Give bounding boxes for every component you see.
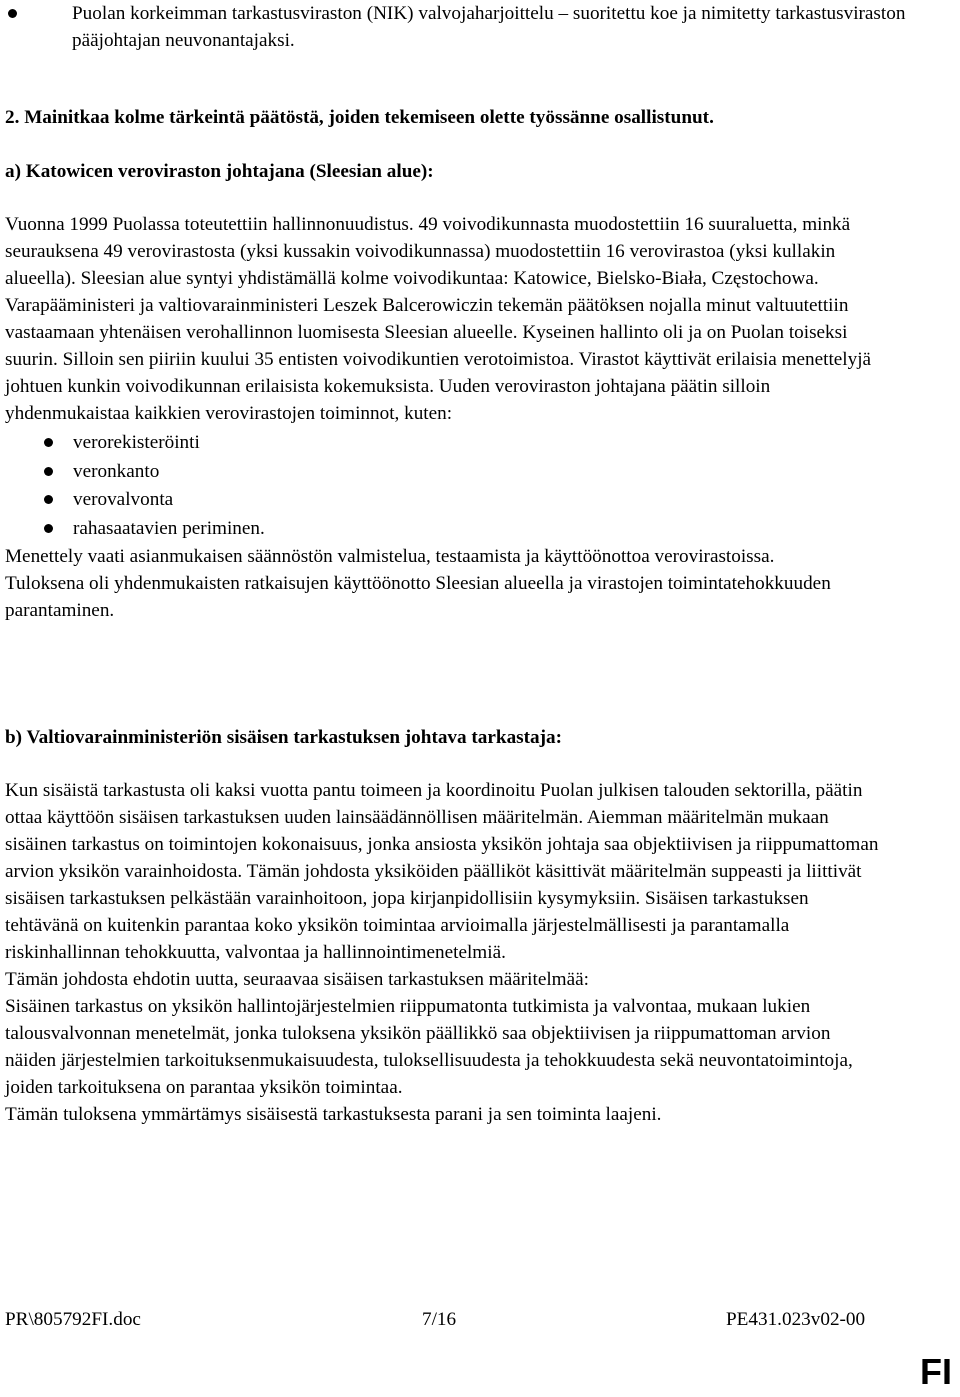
section-a-heading: a) Katowicen veroviraston johtajana (Sleesian alue): bbox=[5, 161, 434, 182]
section-a-result-1: Menettely vaati asianmukaisen säännöstön valmistelua, testaamista ja käyttöönottoa verovirastoissa. bbox=[5, 546, 775, 567]
language-code: FI bbox=[920, 1351, 952, 1392]
list-item: rahasaatavien periminen. bbox=[5, 515, 885, 544]
list-item: verorekisteröinti bbox=[5, 429, 885, 458]
section-a-paragraph: Vuonna 1999 Puolassa toteutettiin hallinnonuudistus. 49 voivodikunnasta muodostettiin 16 suuraluetta, minkä seurauksena 49 verovirastosta (yksi kussakin voivodikunnassa) muodostettiin 16 verovirastoa (yksi kullakin alueella). Sleesian alue syntyi yhdistämällä kolme voivodikuntaa: Katowice, Bielsko-Biała, Częstochowa. Varapääministeri ja valtiovarainministeri Leszek Balcerowiczin tekemän päätöksen nojalla minut valtuutettiin vastaamaan yhtenäisen verohallinnon luomisesta Sleesian alueelle. Kyseinen hallinto oli ja on Puolan toiseksi suurin. Silloin sen piiriin kuului 35 entisten voivodikuntien verotoimistoa. Virastot käyttivät erilaisia menettelyjä johtuen kunkin voivodikunnan erilaisista kokemuksista. Uuden veroviraston johtajana päätin silloin yhdenmukaistaa kaikkien verovirastojen toiminnot, kuten: bbox=[5, 214, 872, 424]
footer-doc-ref: PR\805792FI.doc bbox=[5, 1309, 141, 1330]
bullet-icon bbox=[44, 495, 53, 504]
function-list bbox=[5, 429, 885, 543]
top-bullet-text: Puolan korkeimman tarkastusviraston (NIK) valvojaharjoittelu – suoritettu koe ja nimitetty tarkastusviraston pääjohtajan neuvonantajaksi. bbox=[72, 3, 906, 51]
footer-pe-ref: PE431.023v02-00 bbox=[726, 1309, 866, 1330]
list-item: verovalvonta bbox=[5, 486, 885, 515]
section-b-body bbox=[5, 777, 885, 1128]
bullet-icon bbox=[44, 524, 53, 533]
page-footer bbox=[0, 1306, 960, 1330]
list-item: veronkanto bbox=[5, 458, 885, 487]
footer-page-number: 7/16 bbox=[422, 1309, 457, 1330]
question-heading: 2. Mainitkaa kolme tärkeintä päätöstä, joiden tekemiseen olette työssänne osallistunut. bbox=[5, 107, 714, 128]
bullet-icon bbox=[44, 467, 53, 476]
bullet-icon bbox=[44, 438, 53, 447]
section-b-paragraph-4: Tämän tuloksena ymmärtämys sisäisestä tarkastuksesta parani ja sen toiminta laajeni. bbox=[5, 1104, 662, 1125]
section-b-heading: b) Valtiovarainministeriön sisäisen tarkastuksen johtava tarkastaja: bbox=[5, 727, 563, 748]
bullet-icon bbox=[8, 9, 17, 18]
section-b-paragraph-3: Sisäinen tarkastus on yksikön hallintojärjestelmien riippumatonta tutkimista ja valvontaa, mukaan lukien talousvalvonnan menetelmät, jonka tuloksena yksikön päällikkö saa objektiivisen ja riippumattoman arvion näiden järjestelmien tarkoituksenmukaisuudesta, tuloksellisuudesta ja tehokkuudesta sekä neuvontatoimintoja, joiden tarkoituksena on parantaa yksikön toimintaa. bbox=[5, 996, 853, 1098]
section-a-body bbox=[5, 211, 885, 624]
section-b-paragraph-2: Tämän johdosta ehdotin uutta, seuraavaa sisäisen tarkastuksen määritelmää: bbox=[5, 969, 589, 990]
section-a-result-2: Tuloksena oli yhdenmukaisten ratkaisujen käyttöönotto Sleesian alueella ja virastojen toimintatehokkuuden parantaminen. bbox=[5, 573, 831, 621]
section-b-paragraph-1: Kun sisäistä tarkastusta oli kaksi vuotta pantu toimeen ja koordinoitu Puolan julkisen talouden sektorilla, päätin ottaa käyttöön sisäisen tarkastuksen uuden lainsäädännöllisen määritelmän. Aiemman määritelmän mukaan sisäinen tarkastus on toimintojen kokonaisuus, jonka ansiosta yksikön johtaja saa objektiivisen ja riippumattoman arvion yksikön varainhoidosta. Tämän johdosta yksiköiden päälliköt käsittivät määritelmän suppeasti ja liittivät sisäisen tarkastuksen pelkästään varainhoitoon, jopa kirjanpidollisiin kysymyksiin. Sisäisen tarkastuksen tehtävänä on kuitenkin parantaa koko yksikön toimintaa arvioimalla järjestelmällisesti ja parantamalla riskinhallinnan tehokkuutta, valvontaa ja hallinnointimenetelmiä. bbox=[5, 780, 879, 963]
top-bullet-item bbox=[42, 0, 922, 54]
